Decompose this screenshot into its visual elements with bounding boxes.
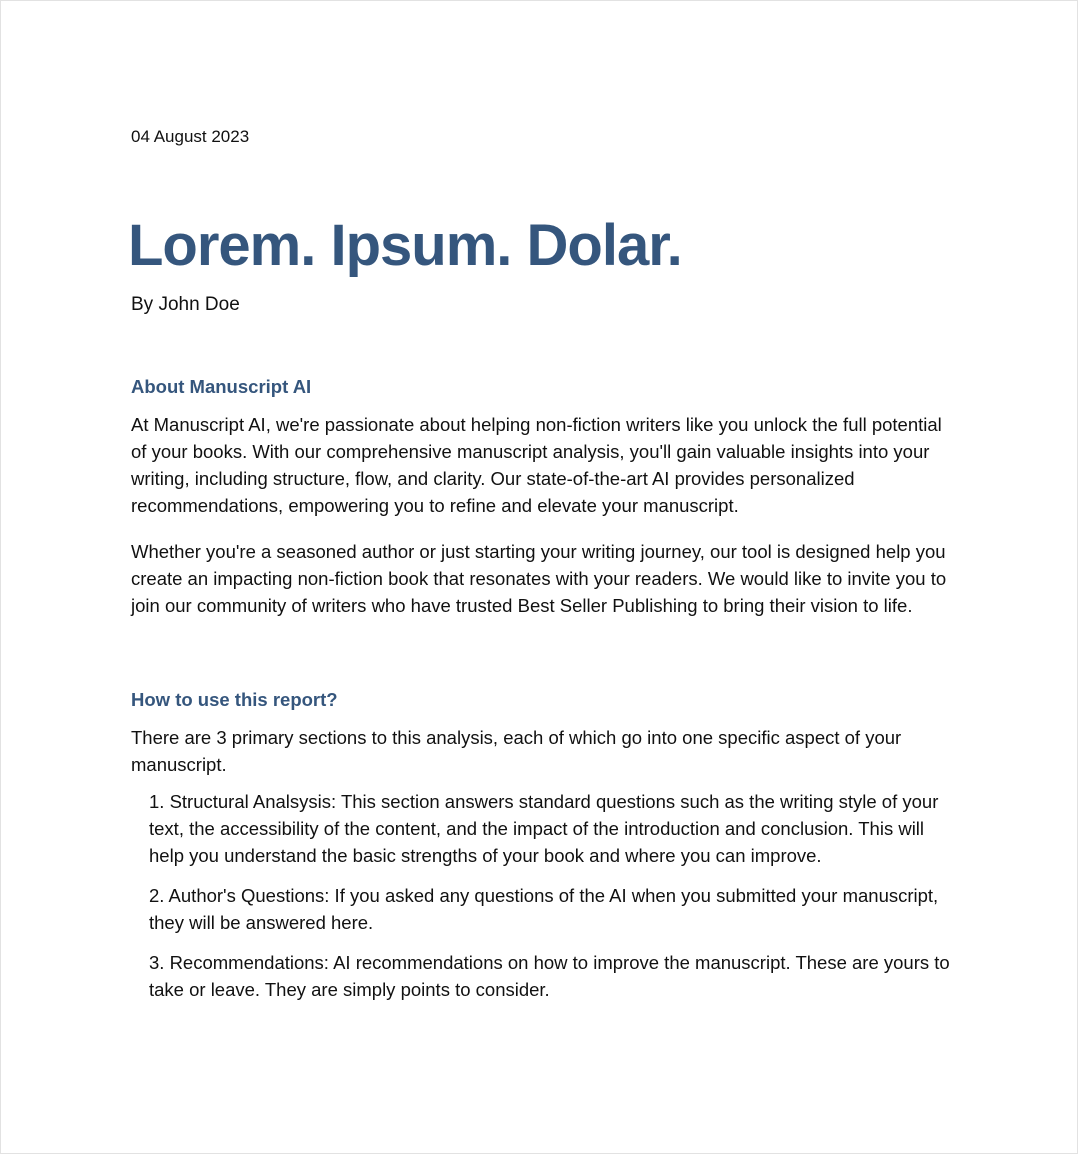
- howto-intro: There are 3 primary sections to this analysis, each of which go into one specific aspect of your manuscript.: [131, 727, 902, 775]
- document-date: 04 August 2023: [131, 127, 250, 146]
- list-item: 2. Author's Questions: If you asked any questions of the AI when you submitted your manuscript, they will be answered here.: [149, 885, 939, 933]
- about-heading: About Manuscript AI: [131, 376, 312, 397]
- about-section: [131, 375, 961, 619]
- sections-list: [131, 788, 961, 1003]
- howto-heading: How to use this report?: [131, 689, 338, 710]
- author-byline: By John Doe: [131, 294, 240, 315]
- about-paragraph: At Manuscript AI, we're passionate about helping non-fiction writers like you unlock the full potential of your books. With our comprehensive manuscript analysis, you'll gain valuable insights into your writing, including structure, flow, and clarity. Our state-of-the-art AI provides personalized recommendations, empowering you to refine and elevate your manuscript.: [131, 414, 942, 516]
- howto-section: [131, 688, 961, 1003]
- document-title: Lorem. Ipsum. Dolar.: [128, 213, 682, 278]
- about-paragraph: Whether you're a seasoned author or just starting your writing journey, our tool is designed help you create an impacting non-fiction book that resonates with your readers. We would like to invite you to join our community of writers who have trusted Best Seller Publishing to bring their vision to life.: [131, 541, 947, 616]
- list-item: 3. Recommendations: AI recommendations on how to improve the manuscript. These are yours to take or leave. They are simply points to consider.: [149, 952, 950, 1000]
- list-item: 1. Structural Analsysis: This section answers standard questions such as the writing style of your text, the accessibility of the content, and the impact of the introduction and conclusion. This will help you understand the basic strengths of your book and where you can improve.: [149, 791, 939, 866]
